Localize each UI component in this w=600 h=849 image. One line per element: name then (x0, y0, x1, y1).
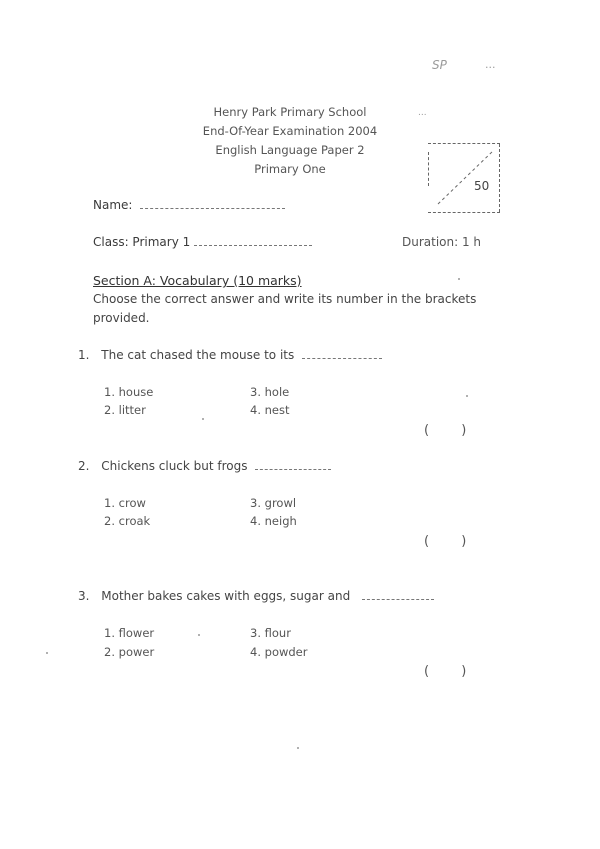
option: 2. litter (104, 403, 146, 417)
section-instructions-line2: provided. (93, 311, 150, 325)
score-box-slash (428, 144, 500, 212)
option: 4. powder (250, 645, 308, 659)
option: 1. house (104, 385, 154, 399)
question-number: 2. (78, 459, 90, 473)
answer-bracket[interactable]: ( ) (424, 423, 481, 438)
level-title: Primary One (254, 162, 326, 176)
scan-speck (46, 652, 48, 654)
scan-speck (198, 634, 200, 636)
header-scribble: ... (418, 108, 427, 118)
question-number: 1. (78, 348, 90, 362)
answer-blank[interactable] (255, 459, 331, 470)
name-field (93, 198, 285, 212)
question-number: 3. (78, 589, 90, 603)
option: 3. flour (250, 626, 291, 640)
school-name: Henry Park Primary School (213, 105, 367, 119)
scan-speck (466, 395, 468, 397)
class-field (93, 235, 312, 249)
name-label: Name: (93, 198, 133, 212)
scan-speck (297, 747, 299, 749)
option: 2. power (104, 645, 155, 659)
score-box (428, 143, 500, 213)
exam-title: End-Of-Year Examination 2004 (202, 124, 378, 138)
name-blank[interactable] (140, 198, 285, 209)
question-2 (78, 459, 331, 473)
class-label: Class: Primary 1 (93, 235, 191, 249)
paper-title: English Language Paper 2 (215, 143, 365, 157)
option: 4. neigh (250, 514, 297, 528)
answer-blank[interactable] (362, 589, 434, 600)
option: 1. flower (104, 626, 155, 640)
answer-blank[interactable] (302, 348, 382, 359)
question-3 (78, 589, 434, 603)
option: 3. growl (250, 496, 297, 510)
corner-scribble: ... (485, 58, 496, 71)
question-text: The cat chased the mouse to its (101, 348, 295, 362)
option: 3. hole (250, 385, 290, 399)
score-total: 50 (474, 179, 490, 193)
option: 2. croak (104, 514, 151, 528)
answer-bracket[interactable]: ( ) (424, 664, 481, 679)
section-instructions-line1: Choose the correct answer and write its number in the brackets (93, 292, 477, 306)
class-blank[interactable] (194, 235, 312, 246)
answer-bracket[interactable]: ( ) (424, 534, 481, 549)
question-text: Mother bakes cakes with eggs, sugar and (101, 589, 351, 603)
corner-mark: SP (432, 58, 447, 72)
scan-speck (202, 418, 204, 420)
question-text: Chickens cluck but frogs (101, 459, 248, 473)
option: 4. nest (250, 403, 290, 417)
duration-label: Duration: 1 h (402, 235, 482, 249)
question-1 (78, 348, 382, 362)
scan-speck (458, 278, 460, 280)
option: 1. crow (104, 496, 146, 510)
section-title: Section A: Vocabulary (10 marks) (93, 273, 302, 288)
